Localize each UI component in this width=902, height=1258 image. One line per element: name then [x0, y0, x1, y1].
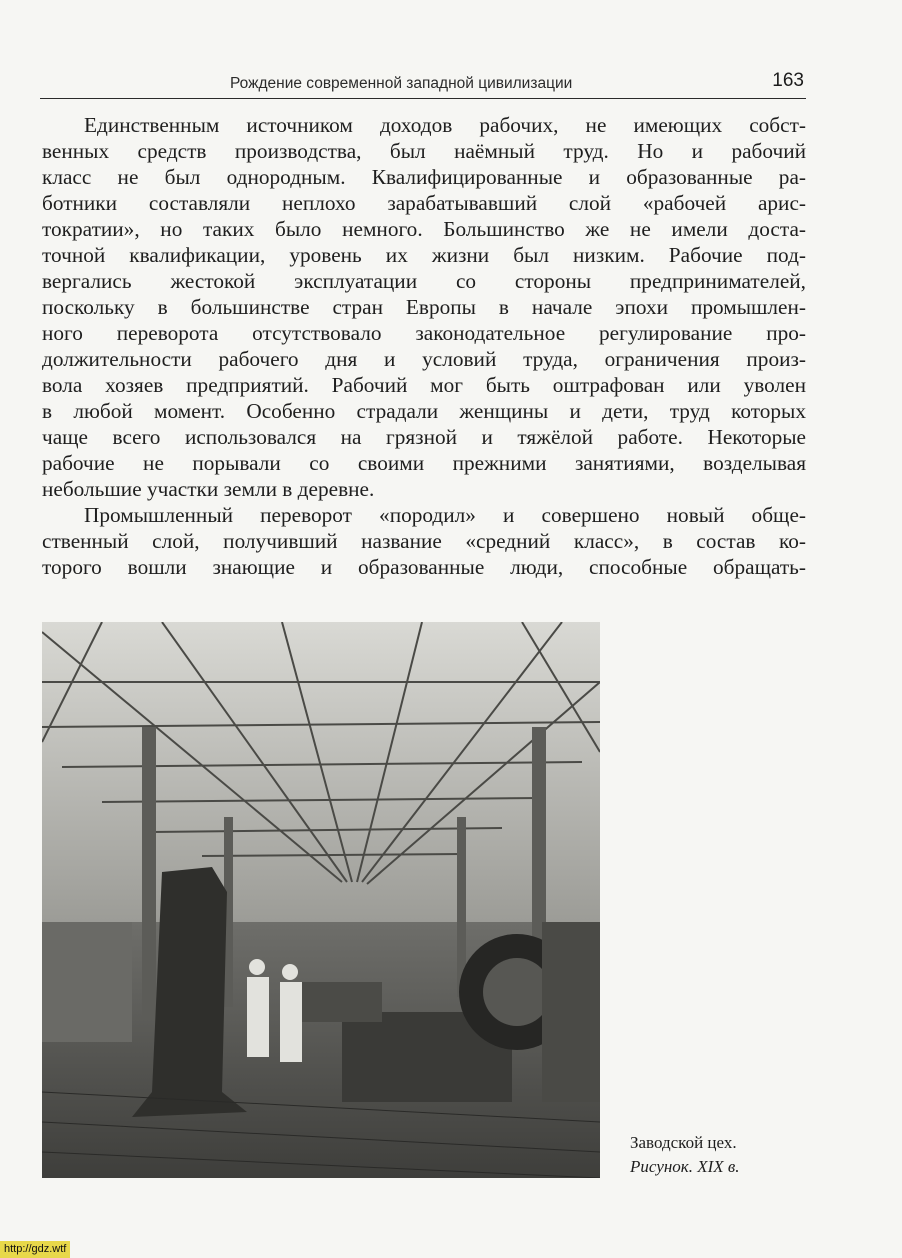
- page-number: 163: [772, 70, 804, 91]
- text-line: тократии», но таких было немного. Большинство же не имели доста-: [42, 217, 806, 241]
- text-line: Промышленный переворот «породил» и совершено новый обще-: [84, 503, 806, 527]
- running-title: Рождение современной западной цивилизации: [230, 75, 573, 92]
- running-head: [40, 64, 806, 99]
- text-line: небольшие участки земли в деревне.: [42, 477, 375, 501]
- text-line: точной квалификации, уровень их жизни был низким. Рабочие под-: [42, 243, 806, 267]
- text-line: вергались жестокой эксплуатации со стороны предпринимателей,: [42, 269, 806, 293]
- text-line: в любой момент. Особенно страдали женщины и дети, труд которых: [42, 399, 806, 423]
- text-line: вола хозяев предприятий. Рабочий мог быть оштрафован или уволен: [42, 373, 806, 397]
- text-line: Единственным источником доходов рабочих, не имеющих собст-: [84, 113, 806, 137]
- roof-area: [42, 622, 600, 922]
- caption-title: Заводской цех.: [630, 1133, 737, 1152]
- text-line: венных средств производства, был наёмный труд. Но и рабочий: [42, 139, 806, 163]
- text-line: ботники составляли неплохо зарабатывавший слой «рабочей арис-: [42, 191, 806, 215]
- paragraph-2: [42, 502, 806, 580]
- text-line: ственный слой, получивший название «средний класс», в состав ко-: [42, 529, 806, 553]
- figure-caption: [630, 1131, 740, 1179]
- text-line: поскольку в большинстве стран Европы в начале эпохи промышлен-: [42, 295, 806, 319]
- body-text: [42, 112, 806, 580]
- paragraph-1: [42, 112, 806, 502]
- text-line: чаще всего использовался на грязной и тяжёлой работе. Некоторые: [42, 425, 806, 449]
- text-line: рабочие не порывали со своими прежними занятиями, возделывая: [42, 451, 806, 475]
- text-line: класс не был однородным. Квалифицированные и образованные ра-: [42, 165, 806, 189]
- factory-engraving: [42, 622, 600, 1178]
- text-line: торого вошли знающие и образованные люди, способные обращать-: [42, 555, 806, 579]
- watermark-link[interactable]: http://gdz.wtf: [0, 1241, 70, 1258]
- text-line: ного переворота отсутствовало законодательное регулирование про-: [42, 321, 806, 345]
- caption-source: Рисунок. XIX в.: [630, 1157, 740, 1176]
- factory-illustration: [42, 622, 600, 1178]
- text-line: должительности рабочего дня и условий труда, ограничения произ-: [42, 347, 806, 371]
